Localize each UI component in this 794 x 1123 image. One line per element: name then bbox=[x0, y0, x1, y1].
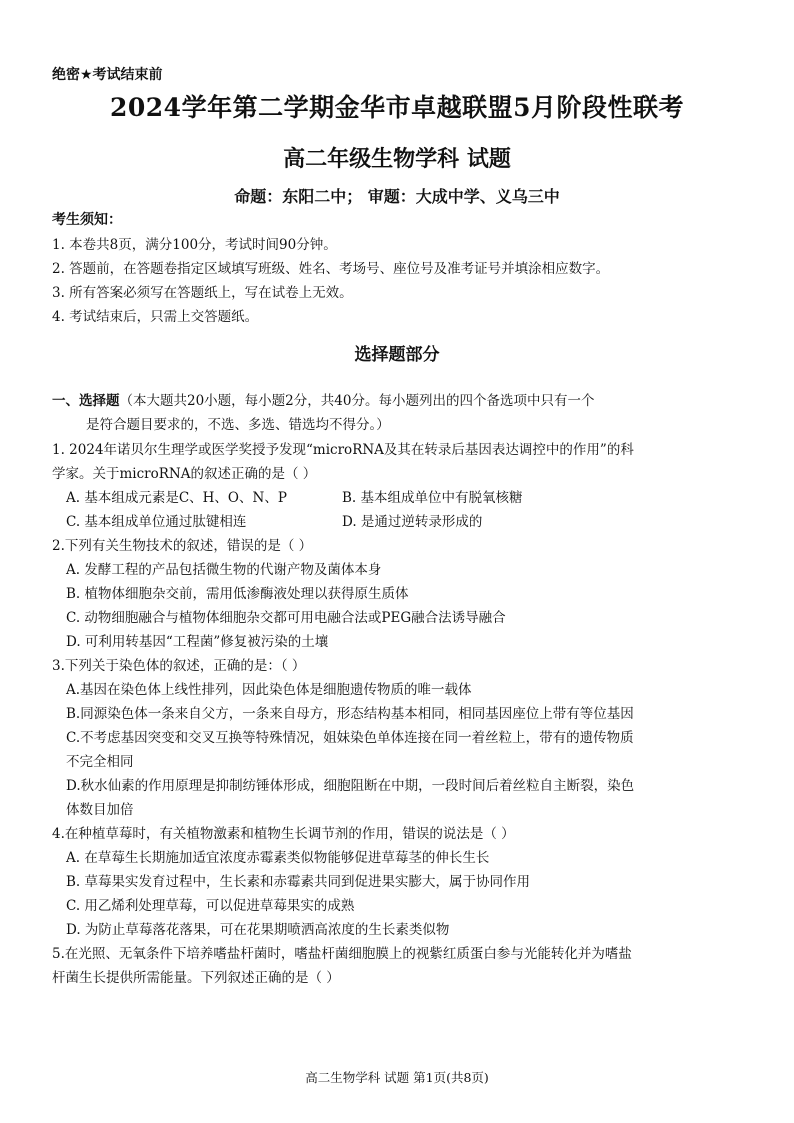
page-footer: 高二生物学科 试题 第1页(共8页) bbox=[305, 1070, 489, 1085]
question-4-option-a: A. 在草莓生长期施加适宜浓度赤霉素类似物能够促进草莓茎的伸长生长 bbox=[66, 850, 490, 866]
main-title: 2024学年第二学期金华市卓越联盟5月阶段性联考 bbox=[110, 93, 684, 122]
question-2-option-a: A. 发酵工程的产品包括微生物的代谢产物及菌体本身 bbox=[66, 562, 382, 578]
part-desc-cont: 是符合题目要求的，不选、多选、错选均不得分。） bbox=[86, 417, 390, 433]
question-1-stem-cont: 学家。关于microRNA的叙述正确的是（ ） bbox=[52, 466, 317, 482]
question-1-option-a: A. 基本组成元素是C、H、O、N、P bbox=[66, 490, 287, 506]
question-4-option-b: B. 草莓果实发育过程中，生长素和赤霉素共同到促进果实膨大，属于协同作用 bbox=[66, 874, 531, 890]
notice-item: 3. 所有答案必须写在答题纸上，写在试卷上无效。 bbox=[52, 285, 353, 301]
notice-item: 4. 考试结束后，只需上交答题纸。 bbox=[52, 309, 259, 325]
question-2-option-c: C. 动物细胞融合与植物体细胞杂交都可用电融合法或PEG融合法诱导融合 bbox=[66, 610, 506, 626]
question-3-stem: 3.下列关于染色体的叙述，正确的是：（ ） bbox=[52, 658, 306, 674]
question-1-option-b: B. 基本组成单位中有脱氧核糖 bbox=[342, 490, 523, 506]
question-3-option-b: B.同源染色体一条来自父方，一条来自母方，形态结构基本相同，相同基因座位上带有等位基因 bbox=[66, 706, 634, 722]
question-4-stem: 4.在种植草莓时，有关植物激素和植物生长调节剂的作用，错误的说法是（ ） bbox=[52, 826, 515, 842]
question-3-option-c: C.不考虑基因突变和交叉互换等特殊情况，姐妹染色单体连接在同一着丝粒上，带有的遗传物质 bbox=[66, 730, 634, 746]
part-label: 一、选择题 bbox=[52, 393, 120, 409]
part-instructions bbox=[52, 389, 594, 409]
secret-label: 绝密★考试结束前 bbox=[52, 67, 163, 83]
sub-title: 高二年级生物学科 试题 bbox=[283, 146, 511, 172]
question-3-option-d-cont: 体数目加倍 bbox=[66, 802, 134, 818]
part-desc: （本大题共20小题，每小题2分，共40分。每小题列出的四个备选项中只有一个 bbox=[119, 393, 595, 409]
notice-item: 2. 答题前，在答题卷指定区域填写班级、姓名、考场号、座位号及准考证号并填涂相应数字。 bbox=[52, 261, 610, 277]
question-2-stem: 2.下列有关生物技术的叙述，错误的是（ ） bbox=[52, 538, 313, 554]
question-2-option-d: D. 可利用转基因“工程菌”修复被污染的土壤 bbox=[66, 634, 329, 650]
notice-item: 1. 本卷共8页，满分100分，考试时间90分钟。 bbox=[52, 237, 337, 253]
question-5-stem: 5.在光照、无氧条件下培养嗜盐杆菌时，嗜盐杆菌细胞膜上的视紫红质蛋白参与光能转化并为嗜盐 bbox=[52, 946, 632, 962]
question-1-option-d: D. 是通过逆转录形成的 bbox=[342, 514, 483, 530]
question-5-stem-cont: 杆菌生长提供所需能量。下列叙述正确的是（ ） bbox=[52, 970, 340, 986]
question-3-option-a: A.基因在染色体上线性排列，因此染色体是细胞遗传物质的唯一载体 bbox=[66, 682, 472, 698]
question-3-option-c-cont: 不完全相同 bbox=[66, 754, 134, 770]
notice-heading: 考生须知： bbox=[52, 212, 122, 228]
question-2-option-b: B. 植物体细胞杂交前，需用低渗酶液处理以获得原生质体 bbox=[66, 586, 409, 602]
question-1-stem: 1. 2024年诺贝尔生理学或医学奖授予发现“microRNA及其在转录后基因表达调控中的作用”的科 bbox=[52, 442, 634, 458]
question-4-option-d: D. 为防止草莓落花落果，可在花果期喷洒高浓度的生长素类似物 bbox=[66, 922, 450, 938]
question-1-option-c: C. 基本组成单位通过肽键相连 bbox=[66, 514, 247, 530]
question-3-option-d: D.秋水仙素的作用原理是抑制纺锤体形成，细胞阻断在中期，一段时间后着丝粒自主断裂，染色 bbox=[66, 778, 635, 794]
section-title: 选择题部分 bbox=[354, 345, 440, 365]
authors-line: 命题：东阳二中； 审题：大成中学、义乌三中 bbox=[234, 187, 560, 206]
question-4-option-c: C. 用乙烯利处理草莓，可以促进草莓果实的成熟 bbox=[66, 898, 355, 914]
